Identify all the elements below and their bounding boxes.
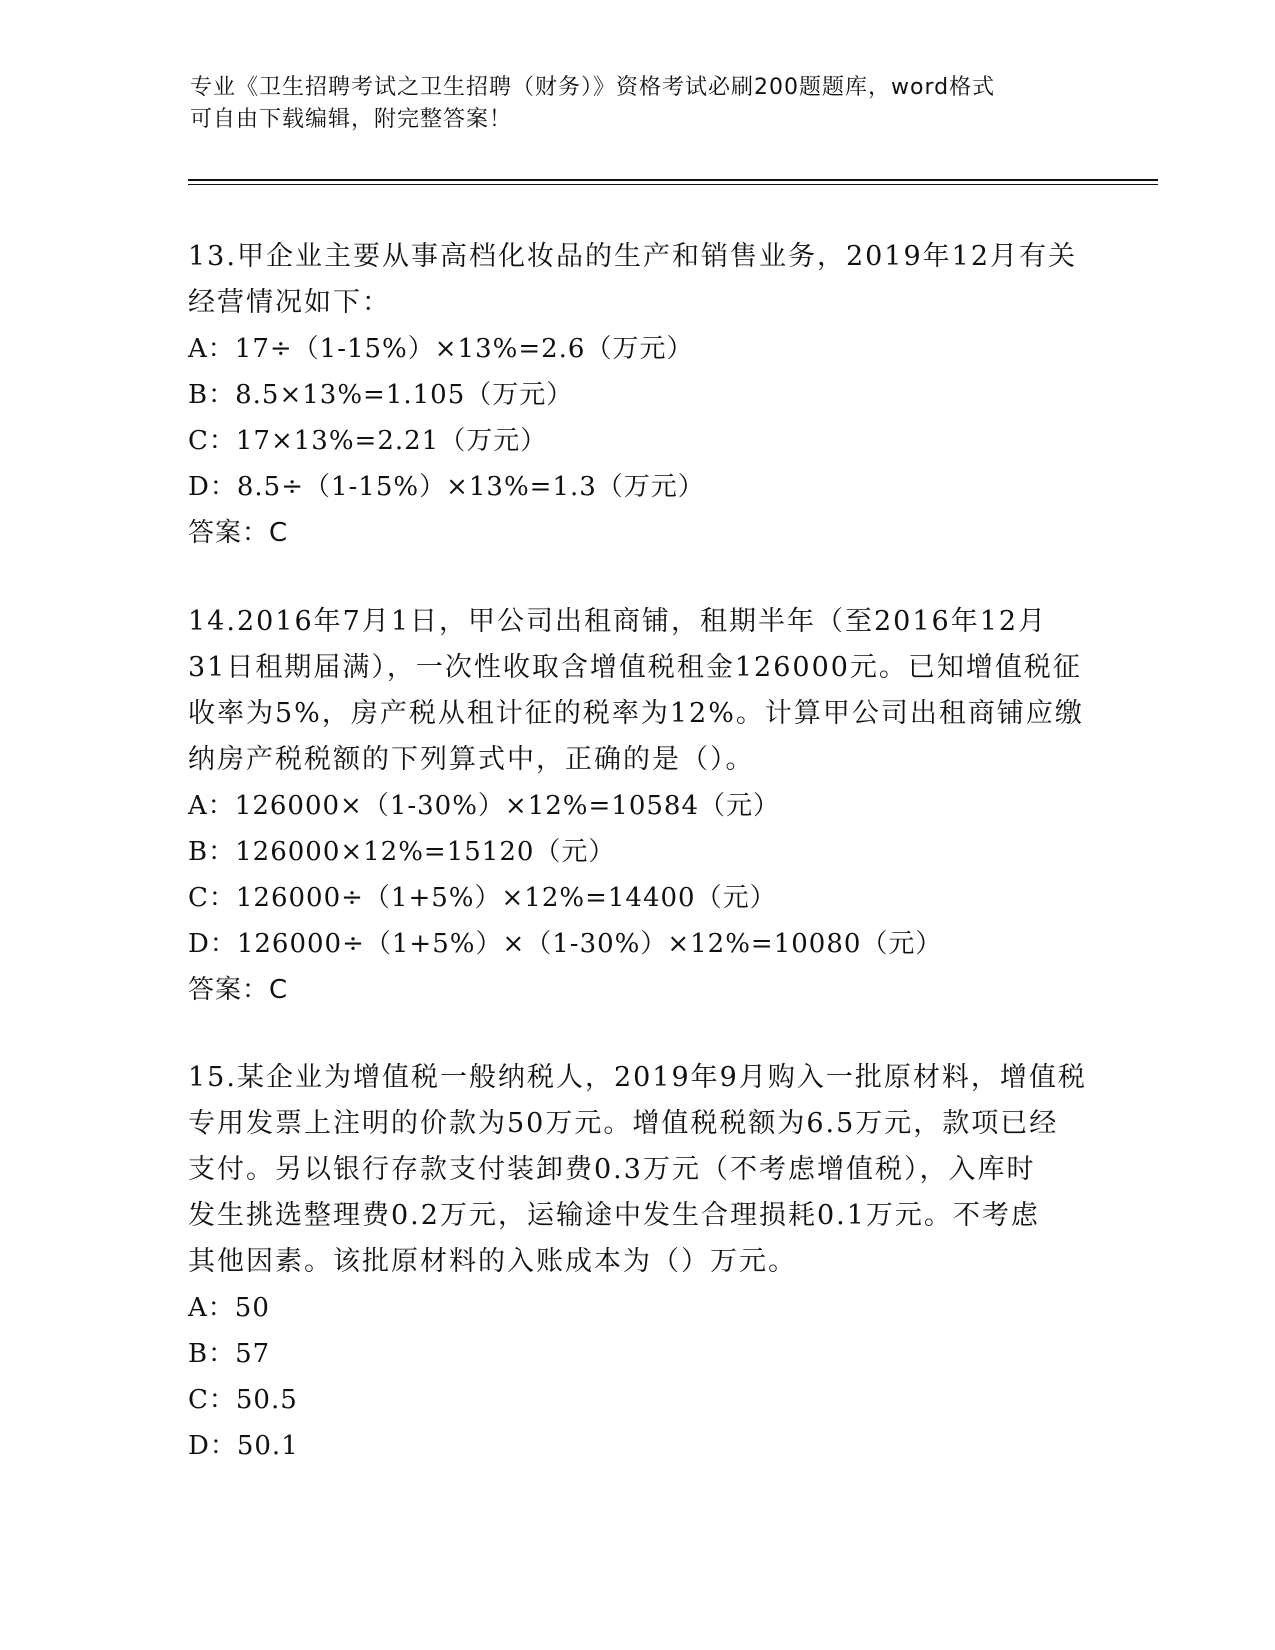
option-d: D：8.5÷（1-15%）×13%=1.3（万元） [188,472,705,502]
question-stem-line: 支付。另以银行存款支付装卸费0.3万元（不考虑增值税），入库时 [188,1154,1036,1185]
option-b: B：126000×12%=15120（元） [188,837,616,867]
question-15 [188,1055,1088,1469]
option-c: C：17×13%=2.21（万元） [188,426,548,456]
answer-line: 答案：C [188,975,289,1005]
header-divider-thin [188,184,1158,185]
option-c: C：50.5 [188,1385,298,1415]
header-line-1: 专业《卫生招聘考试之卫生招聘（财务）》资格考试必刷200题题库，word格式 [190,75,996,100]
question-stem-line: 专用发票上注明的价款为50万元。增值税税额为6.5万元，款项已经 [188,1108,1059,1139]
question-stem-line: 发生挑选整理费0.2万元，运输途中发生合理损耗0.1万元。不考虑 [188,1200,1040,1231]
question-14 [188,599,1088,1013]
option-d: D：50.1 [188,1431,299,1461]
option-c: C：126000÷（1+5%）×12%=14400（元） [188,883,777,913]
question-stem-line: 纳房产税税额的下列算式中，正确的是（）。 [188,744,755,775]
question-stem-line: 31日租期届满），一次性收取含增值税租金126000元。已知增值税征 [188,652,1082,683]
option-a: A：126000×（1-30%）×12%=10584（元） [188,791,780,821]
option-a: A：17÷（1-15%）×13%=2.6（万元） [188,334,694,364]
header-line-2: 可自由下载编辑，附完整答案！ [190,107,513,132]
option-a: A：50 [188,1293,270,1323]
question-13 [188,234,1088,556]
option-d: D：126000÷（1+5%）×（1-30%）×12%=10080（元） [188,929,943,959]
question-stem-line: 14.2016年7月1日，甲公司出租商铺，租期半年（至2016年12月 [188,606,1048,637]
header-divider-thick [188,179,1158,181]
option-b: B：57 [188,1339,271,1369]
answer-line: 答案：C [188,518,289,548]
question-stem-line: 15.某企业为增值税一般纳税人，2019年9月购入一批原材料，增值税 [188,1062,1087,1093]
question-stem-line: 其他因素。该批原材料的入账成本为（）万元。 [188,1246,797,1277]
document-header [190,72,1070,136]
question-stem-line: 收率为5%，房产税从租计征的税率为12%。计算甲公司出租商铺应缴 [188,698,1084,729]
question-stem-line: 13.甲企业主要从事高档化妆品的生产和销售业务，2019年12月有关 [188,241,1078,272]
question-stem-line: 经营情况如下： [188,287,391,318]
option-b: B：8.5×13%=1.105（万元） [188,380,574,410]
